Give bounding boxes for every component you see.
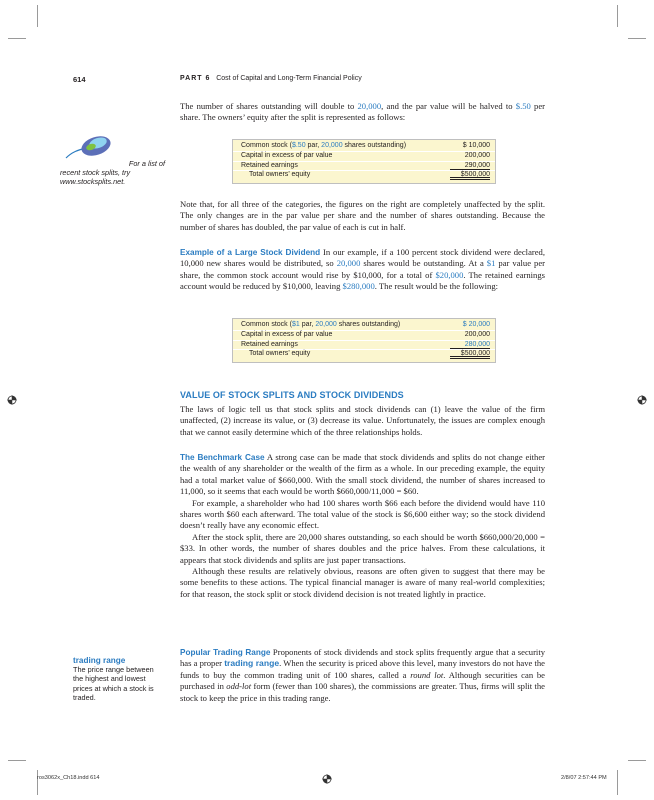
table-row: Common stock ($.50 par, 20,000 shares outstanding) $ 10,000 [233,142,495,152]
registration-mark-icon [7,395,17,405]
crop-mark-left-bottom [8,760,26,761]
table-row: Common stock ($1 par, 20,000 shares outstanding) $ 20,000 [233,321,495,331]
footer-timestamp: 2/8/07 2:57:44 PM [561,775,607,781]
benchmark-section: The Benchmark Case A strong case can be made that stock dividends and splits do not change either the wealth of any shareholder or the wealth of the firm as a whole. In our preceding example, the equity had a total market value of $660,000. With the small stock dividend, the number of shares increased to 11,000, so it seems that each would be worth $660,000/11,000 = $60. For example, a shareholder who had 100 shares worth $66 each before the dividend would have 110 shares worth $60 each afterward. The total value of the stock is $6,600 either way; so the stock dividend doesn’t really have any economic effect. After the stock split, there are 20,000 shares outstanding, so each should be worth $660,000/20,000 = $33. In other words, the number of shares doubles and the price halves. From these calculations, it appears that stock dividends and splits are just paper transactions. Although these results are relatively obvious, reasons are often given to suggest that there may be some benefits to these actions. The typical financial manager is aware of many real-world complexities; for that reason, the stock split or stock dividend decision is not treated lightly in practice. [180,452,546,599]
crop-mark-top-right [617,5,618,27]
large-dividend-paragraph: Example of a Large Stock Dividend In our example, if a 100 percent stock dividend were declared, 10,000 new shares would be distributed, so 20,000 shares would be outstanding. At a $1 par value per share, the common stock account would rise by $10,000, for a total of $20,000. The retained earnings account would be reduced by $10,000, leaving $280,000. The result would be the following: [180,247,546,292]
crop-mark-right-bottom [628,760,646,761]
equity-table-after-dividend [232,318,496,363]
table-row: Retained earnings 280,000 [233,341,495,351]
section-intro-paragraph: The laws of logic tell us that stock splits and stock dividends can (1) leave the value of the firm unaffected, (2) increase its value, or (3) decrease its value. Unfortunately, the issues are complex enough that we cannot easily determine which of the three relationships holds. [180,404,545,437]
table-row: Total owners’ equity $500,000 [249,171,490,179]
footer-filename: ros3062x_Ch18.indd 614 [37,775,100,781]
computer-mouse-icon [64,134,114,160]
table-row: Retained earnings 290,000 [233,162,495,172]
table-row: Capital in excess of par value 200,000 [233,331,495,341]
registration-mark-icon [322,774,332,784]
table-row: Capital in excess of par value 200,000 [233,152,495,162]
crop-mark-top-left [37,5,38,27]
key-term: trading range [224,658,280,669]
runin-heading: The Benchmark Case [180,453,265,462]
runin-heading: Popular Trading Range [180,648,271,657]
trading-range-paragraph: Popular Trading Range Proponents of stock dividends and stock splits frequently argue that a security has a proper trading range. When the security is priced above this level, many investors do not have the funds to buy the common trading unit of 100 shares, called a round lot. Although securities can be purchased in odd-lot form (fewer than 100 shares), the commissions are greater. Thus, firms will split the stock to keep the price in this trading range. [180,647,545,703]
crop-mark-bottom-left [37,770,38,795]
equity-table-after-split [232,139,496,184]
intro-paragraph: The number of shares outstanding will double to 20,000, and the par value will be halved to $.50 per share. The owners’ equity after the split is represented as follows: [180,101,545,123]
web-link[interactable]: www.stocksplits.net. [60,177,126,187]
registration-mark-icon [637,395,647,405]
runin-heading: Example of a Large Stock Dividend [180,248,321,257]
part-title: Cost of Capital and Long-Term Financial Policy [216,75,362,82]
crop-mark-right-top [628,38,646,39]
section-heading: VALUE OF STOCK SPLITS AND STOCK DIVIDENDS [180,390,404,400]
running-head [180,75,362,82]
part-label: PART 6 [180,75,211,82]
note-paragraph: Note that, for all three of the categories, the figures on the right are completely unaffected by the split. The only changes are in the par value per share and the number of shares outstanding. Because the number of shares has doubled, the par value of each is cut in half. [180,199,545,232]
crop-mark-left-top [8,38,26,39]
page-number: 614 [73,75,86,84]
crop-mark-bottom-right [617,770,618,795]
table-row: Total owners’ equity $500,000 [249,350,490,358]
glossary-note: trading range The price range between the highest and lowest prices at which a stock is traded. [73,656,173,702]
web-note: For a list of recent stock splits, try www.stocksplits.net. [60,159,165,187]
glossary-term: trading range [73,656,126,665]
